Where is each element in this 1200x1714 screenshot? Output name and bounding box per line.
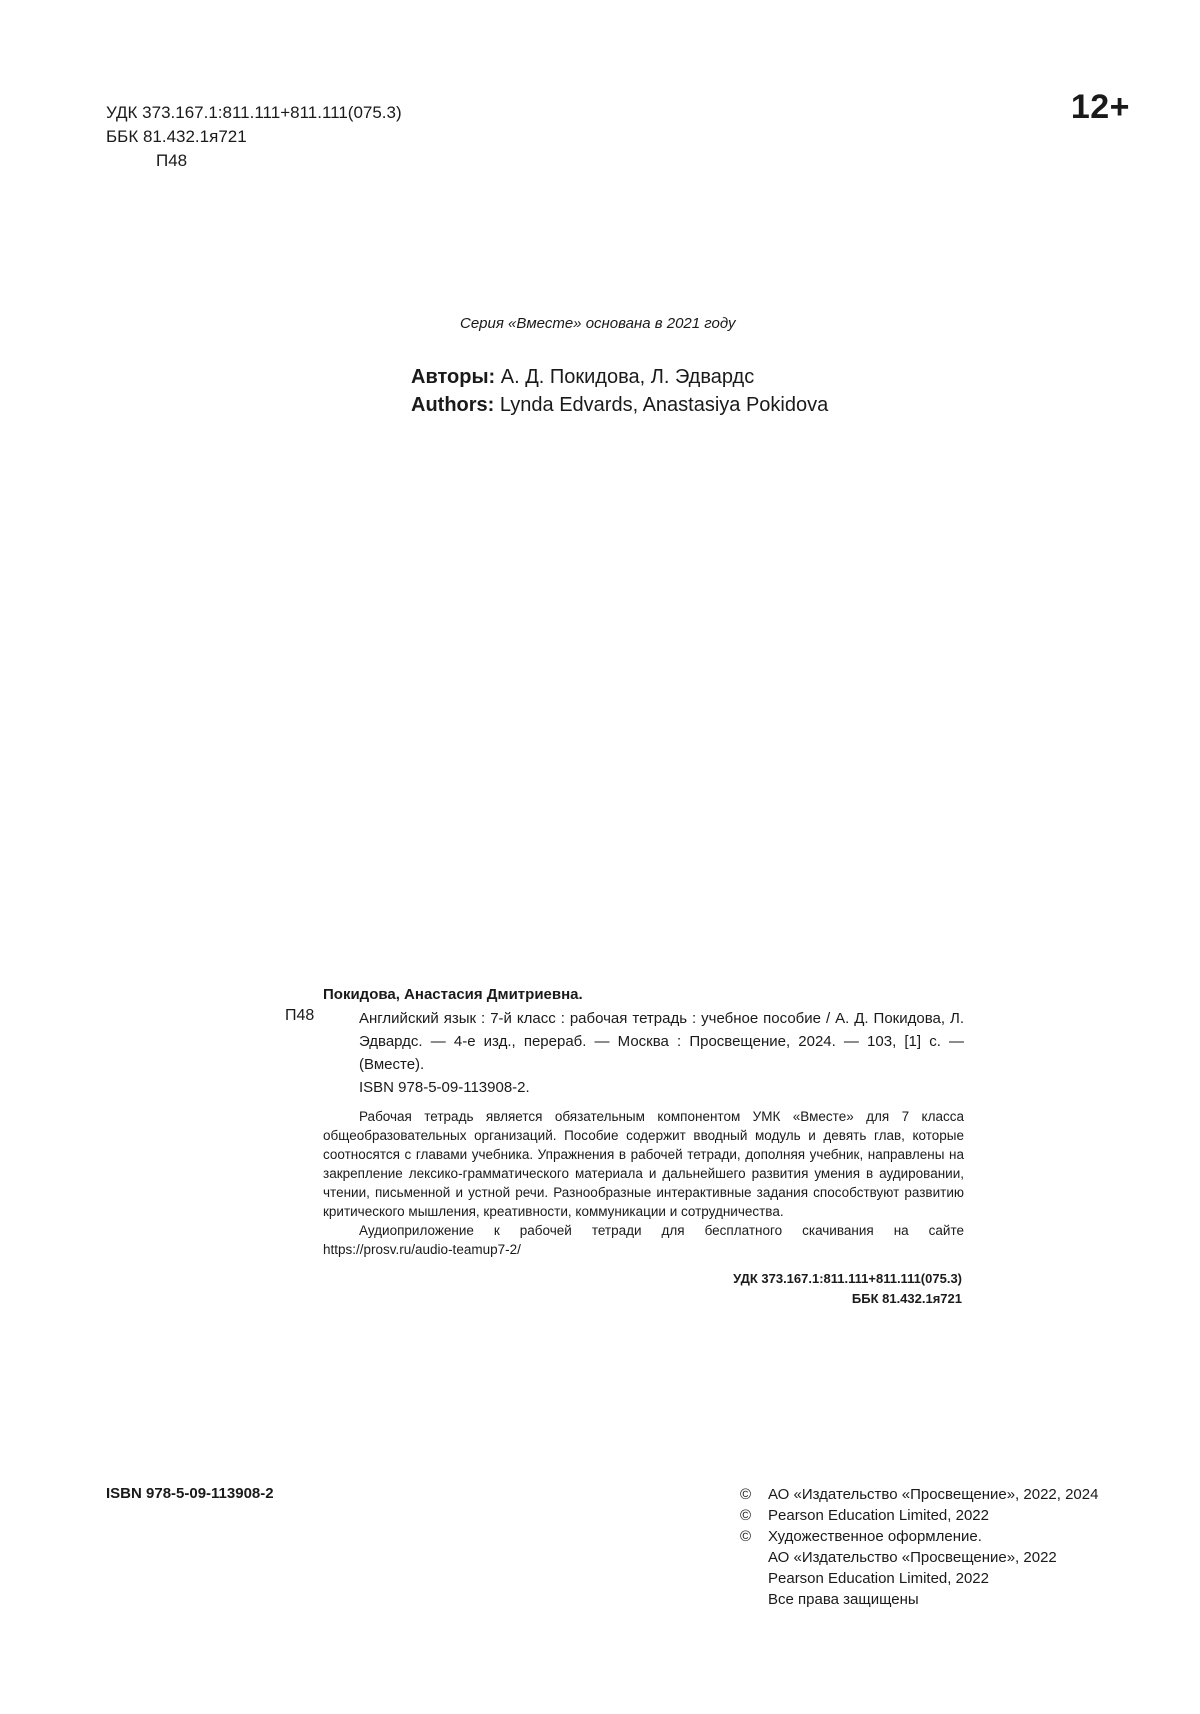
card-udk: УДК 373.167.1:811.111+811.111(075.3) bbox=[733, 1271, 962, 1286]
copyright-icon: © bbox=[740, 1486, 752, 1503]
authors-ru bbox=[411, 363, 828, 391]
copyright-text: АО «Издательство «Просвещение», 2022 bbox=[768, 1549, 1057, 1566]
copyright-icon: © bbox=[740, 1528, 752, 1545]
annotation-paragraph: Рабочая тетрадь является обязательным компонентом УМК «Вместе» для 7 класса общеобразовательных организаций. Пособие содержит вводный модуль и девять глав, которые соотносятся с главами учебника. Упражнения в рабочей тетради, дополняя учебник, направлены на закрепление лексико-грамматического материала и дальнейшего развития умения в аудировании, чтении, письменной и устной речи. Разнообразные интерактивные задания способствуют развитию критического мышления, креативности, коммуникации и сотрудничества. bbox=[323, 1109, 964, 1219]
author-mark: П48 bbox=[156, 151, 188, 170]
card-bibliographic-description: Английский язык : 7-й класс : рабочая тетрадь : учебное пособие / А. Д. Покидова, Л. Эдвардс. — 4-е изд., перераб. — Москва : Просвещение, 2024. — 103, [1] с. — (Вместе). bbox=[359, 1010, 964, 1073]
audio-note-paragraph: Аудиоприложение к рабочей тетради для бесплатного скачивания на сайте https://prosv.ru/audio-teamup7-2/ bbox=[323, 1223, 964, 1257]
card-author-heading: Покидова, Анастасия Дмитриевна. bbox=[323, 986, 583, 1003]
copyright-text: Pearson Education Limited, 2022 bbox=[768, 1570, 989, 1587]
copyright-block bbox=[740, 1484, 1098, 1610]
card-description bbox=[359, 1007, 964, 1099]
copyright-line-2 bbox=[740, 1505, 1098, 1526]
rights-line bbox=[740, 1589, 1098, 1610]
card-isbn: ISBN 978-5-09-113908-2. bbox=[359, 1079, 530, 1096]
authors-en-label: Authors: bbox=[411, 394, 495, 416]
copyright-line-4 bbox=[740, 1547, 1098, 1568]
bbk-code: ББК 81.432.1я721 bbox=[106, 127, 247, 146]
copyright-line-5 bbox=[740, 1568, 1098, 1589]
age-rating: 12+ bbox=[1070, 88, 1130, 126]
authors-en-names: Lynda Edvards, Anastasiya Pokidova bbox=[499, 394, 829, 416]
authors-en bbox=[411, 391, 828, 419]
card-entry bbox=[285, 1007, 964, 1099]
authors-ru-label: Авторы: bbox=[411, 366, 496, 388]
authors-block bbox=[411, 363, 828, 419]
copyright-line-3 bbox=[740, 1526, 1098, 1547]
authors-ru-names: А. Д. Покидова, Л. Эдвардс bbox=[500, 366, 755, 388]
card-annotation bbox=[323, 1107, 964, 1259]
rights-text: Все права защищены bbox=[768, 1591, 919, 1608]
series-note: Серия «Вместе» основана в 2021 году bbox=[460, 315, 736, 332]
card-classification bbox=[285, 1269, 964, 1309]
udk-code: УДК 373.167.1:811.111+811.111(075.3) bbox=[106, 103, 402, 122]
copyright-text: Художественное оформление. bbox=[768, 1528, 982, 1545]
card-author-mark: П48 bbox=[285, 1007, 315, 1024]
copyright-line-1 bbox=[740, 1484, 1098, 1505]
copyright-text: Pearson Education Limited, 2022 bbox=[768, 1507, 989, 1524]
copyright-icon: © bbox=[740, 1507, 752, 1524]
copyright-text: АО «Издательство «Просвещение», 2022, 2024 bbox=[768, 1486, 1099, 1503]
footer-isbn: ISBN 978-5-09-113908-2 bbox=[106, 1485, 274, 1502]
catalog-card bbox=[285, 986, 964, 1309]
classification-header bbox=[106, 101, 402, 173]
card-bbk: ББК 81.432.1я721 bbox=[851, 1291, 962, 1306]
